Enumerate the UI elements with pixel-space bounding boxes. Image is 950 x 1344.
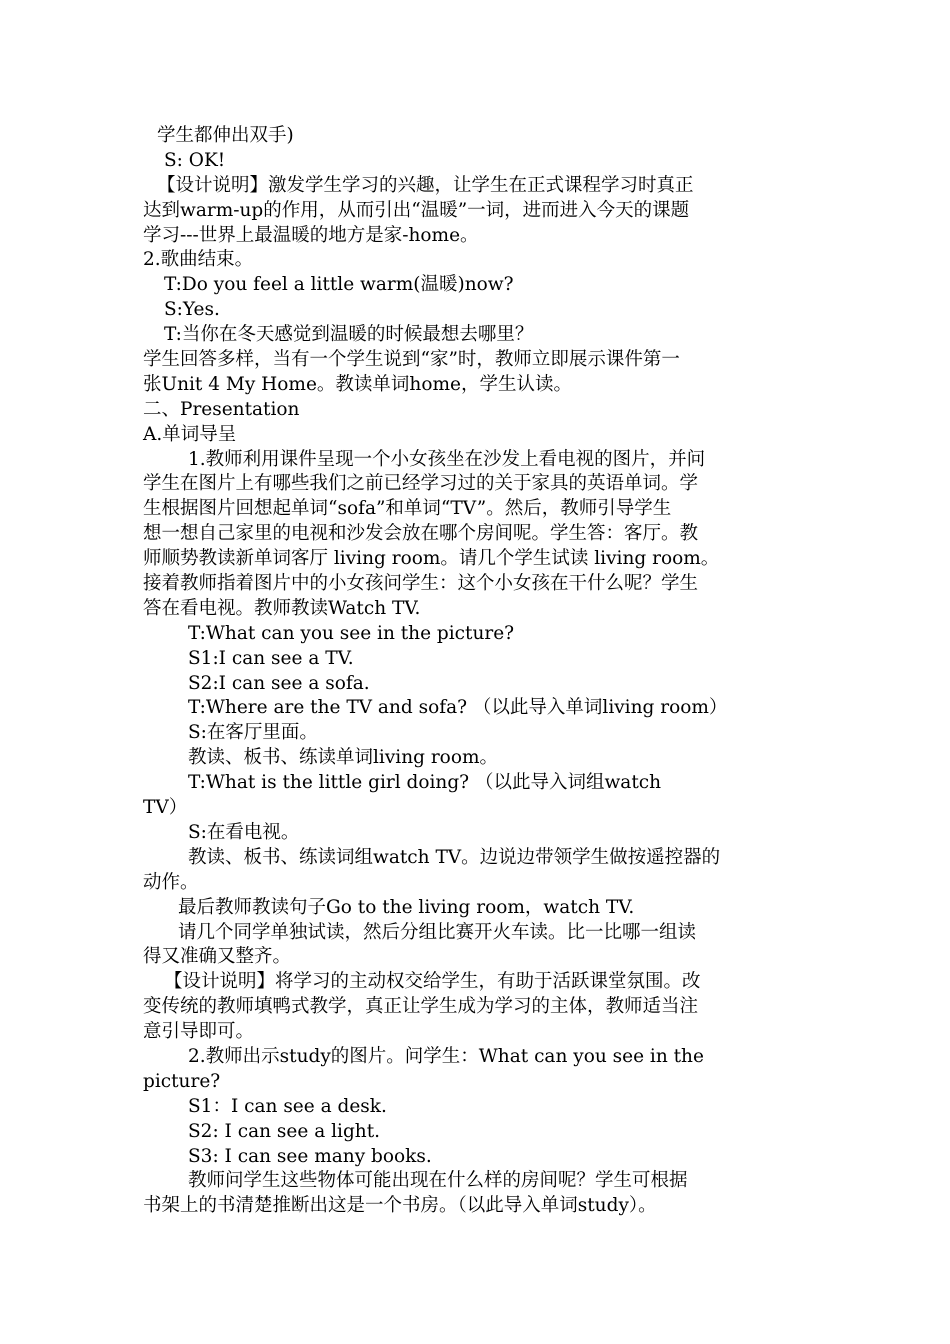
text-line: 变传统的教师填鸭式教学，真正让学生成为学习的主体，教师适当注 xyxy=(143,996,699,1018)
text-line: 师顺势教读新单词客厅 living room。请几个学生试读 living room。 xyxy=(143,548,720,570)
text-line: 接着教师指着图片中的小女孩问学生：这个小女孩在干什么呢？学生 xyxy=(143,573,699,595)
text-line: S: OK! xyxy=(164,149,226,171)
text-line: 教师问学生这些物体可能出现在什么样的房间呢？学生可根据 xyxy=(188,1170,688,1192)
text-line: 最后教师教读句子Go to the living room，watch TV. xyxy=(178,896,635,918)
dialogue-line: T:当你在冬天感觉到温暖的时候最想去哪里？ xyxy=(164,324,534,346)
text-line: 学生回答多样，当有一个学生说到“家”时，教师立即展示课件第一 xyxy=(143,349,680,371)
text-line: 意引导即可。 xyxy=(143,1021,255,1043)
dialogue-line: S1:I can see a TV. xyxy=(188,647,354,669)
text-line: 1.教师利用课件呈现一个小女孩坐在沙发上看电视的图片，并问 xyxy=(188,448,706,470)
dialogue-line: S2: I can see a light. xyxy=(188,1120,381,1142)
dialogue-line: S:在客厅里面。 xyxy=(188,722,318,744)
dialogue-line: S:Yes. xyxy=(164,299,220,321)
text-line: 答在看电视。教师教读Watch TV. xyxy=(143,597,421,619)
text-line: 生根据图片回想起单词“sofa”和单词“TV”。然后，教师引导学生 xyxy=(143,498,672,520)
text-line: 学习---世界上最温暖的地方是家-home。 xyxy=(143,224,479,246)
document-page xyxy=(143,124,808,1219)
text-line: picture? xyxy=(143,1070,221,1092)
text-line: 教读、板书、练读单词living room。 xyxy=(188,747,499,769)
dialogue-line: T:Where are the TV and sofa? （以此导入单词living room） xyxy=(188,697,728,719)
text-line: 达到warm-up的作用，从而引出“温暖”一词，进而进入今天的课题 xyxy=(143,199,690,221)
dialogue-line: T:What can you see in the picture? xyxy=(188,622,515,644)
dialogue-line: S:在看电视。 xyxy=(188,821,300,843)
subsection-heading: A.单词导呈 xyxy=(143,423,237,445)
dialogue-line: T:Do you feel a little warm(温暖)now? xyxy=(164,274,514,296)
text-line: 张Unit 4 My Home。教读单词home，学生认读。 xyxy=(143,373,572,395)
text-line: 动作。 xyxy=(143,871,199,893)
section-heading: 二、Presentation xyxy=(143,398,300,420)
design-note: 【设计说明】激发学生学习的兴趣，让学生在正式课程学习时真正 xyxy=(157,174,694,196)
text-line: 2.教师出示study的图片。问学生：What can you see in the xyxy=(188,1045,704,1067)
dialogue-line: S3: I can see many books. xyxy=(188,1145,432,1167)
dialogue-line: T:What is the little girl doing? （以此导入词组watch xyxy=(188,772,662,794)
text-line: 教读、板书、练读词组watch TV。边说边带领学生做按遥控器的 xyxy=(188,846,721,868)
text-line: 学生在图片上有哪些我们之前已经学习过的关于家具的英语单词。学 xyxy=(143,473,699,495)
dialogue-line: S2:I can see a sofa. xyxy=(188,672,370,694)
text-line: 学生都伸出双手) xyxy=(157,125,294,146)
text-line: 书架上的书清楚推断出这是一个书房。（以此导入单词study）。 xyxy=(143,1195,657,1217)
dialogue-line: S1：I can see a desk. xyxy=(188,1095,387,1117)
section-step: 2.歌曲结束。 xyxy=(143,249,254,271)
text-line: 请几个同学单独试读，然后分组比赛开火车读。比一比哪一组读 xyxy=(178,921,697,943)
design-note: 【设计说明】将学习的主动权交给学生，有助于活跃课堂氛围。改 xyxy=(164,971,701,993)
text-line: 想一想自己家里的电视和沙发会放在哪个房间呢。学生答：客厅。教 xyxy=(143,523,699,545)
text-line: TV） xyxy=(143,797,188,819)
text-line: 得又准确又整齐。 xyxy=(143,946,292,968)
